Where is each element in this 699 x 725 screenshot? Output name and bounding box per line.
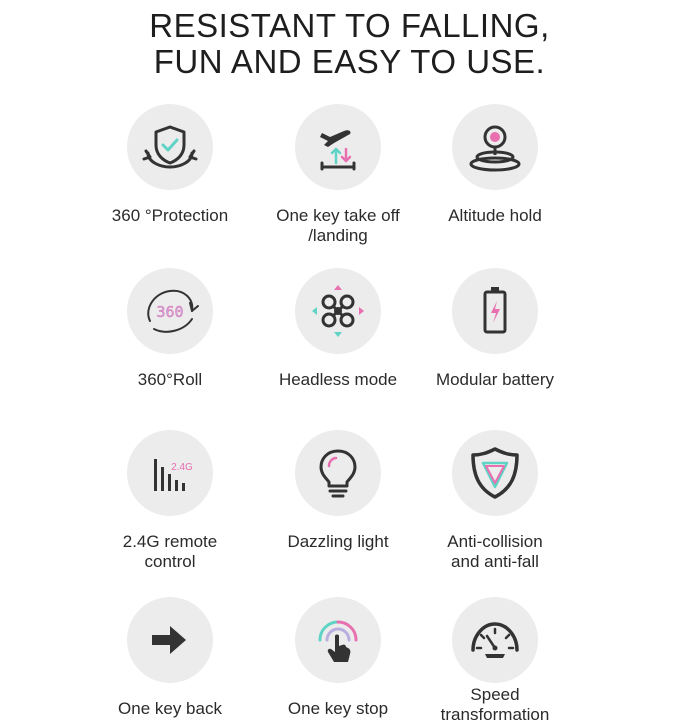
shield-icon — [465, 443, 525, 503]
feature-icon-circle — [452, 268, 538, 354]
feature-label: Altitude hold — [448, 206, 542, 225]
feature-icon-circle — [452, 104, 538, 190]
feature-label: One key take off /landing — [276, 206, 400, 245]
feature-icon-circle — [127, 268, 213, 354]
feature-dazzling-light — [253, 430, 423, 552]
speedometer-icon — [465, 610, 525, 670]
feature-altitude-hold — [410, 104, 580, 226]
shield-rotation-icon — [140, 117, 200, 177]
roll-360-icon-text: 360 — [156, 303, 184, 321]
feature-label: Speed transformation — [440, 685, 550, 724]
feature-2-4g-remote — [85, 430, 255, 572]
feature-label: 360°Roll — [137, 370, 203, 389]
feature-anti-collision — [410, 430, 580, 572]
feature-icon-circle — [295, 104, 381, 190]
headline-line-1: RESISTANT TO FALLING, — [149, 7, 550, 44]
feature-label: Modular battery — [435, 370, 555, 389]
headline — [0, 8, 699, 80]
feature-label: 360 °Protection — [111, 206, 229, 225]
touch-hand-icon — [308, 610, 368, 670]
feature-360-protection — [85, 104, 255, 226]
feature-icon-circle — [295, 268, 381, 354]
signal-bars-icon — [140, 443, 200, 503]
feature-label: Anti-collision and anti-fall — [447, 532, 543, 571]
drone-arrows-icon — [308, 281, 368, 341]
feature-label: Headless mode — [278, 370, 398, 389]
feature-icon-circle — [452, 597, 538, 683]
feature-one-key-stop — [253, 597, 423, 719]
battery-icon — [465, 281, 525, 341]
feature-label: One key back — [118, 699, 222, 718]
headline-line-2: FUN AND EASY TO USE. — [153, 43, 546, 80]
feature-modular-battery — [410, 268, 580, 390]
feature-icon-circle — [295, 597, 381, 683]
feature-speed-transformation — [410, 597, 580, 725]
feature-one-key-back — [85, 597, 255, 719]
light-bulb-icon — [308, 443, 368, 503]
feature-one-key-takeoff — [253, 104, 423, 246]
feature-label: Dazzling light — [287, 532, 389, 551]
arrow-right-icon — [140, 610, 200, 670]
takeoff-landing-icon — [308, 117, 368, 177]
altitude-hold-icon — [465, 117, 525, 177]
feature-360-roll — [85, 268, 255, 390]
feature-icon-circle — [127, 597, 213, 683]
signal-bars-icon-text: 2.4G — [171, 462, 193, 473]
feature-icon-circle — [127, 430, 213, 516]
feature-label: One key stop — [287, 699, 389, 718]
feature-icon-circle — [452, 430, 538, 516]
feature-label: 2.4G remote control — [122, 532, 218, 571]
feature-icon-circle — [295, 430, 381, 516]
roll-360-icon — [140, 281, 200, 341]
feature-icon-circle — [127, 104, 213, 190]
feature-headless-mode — [253, 268, 423, 390]
